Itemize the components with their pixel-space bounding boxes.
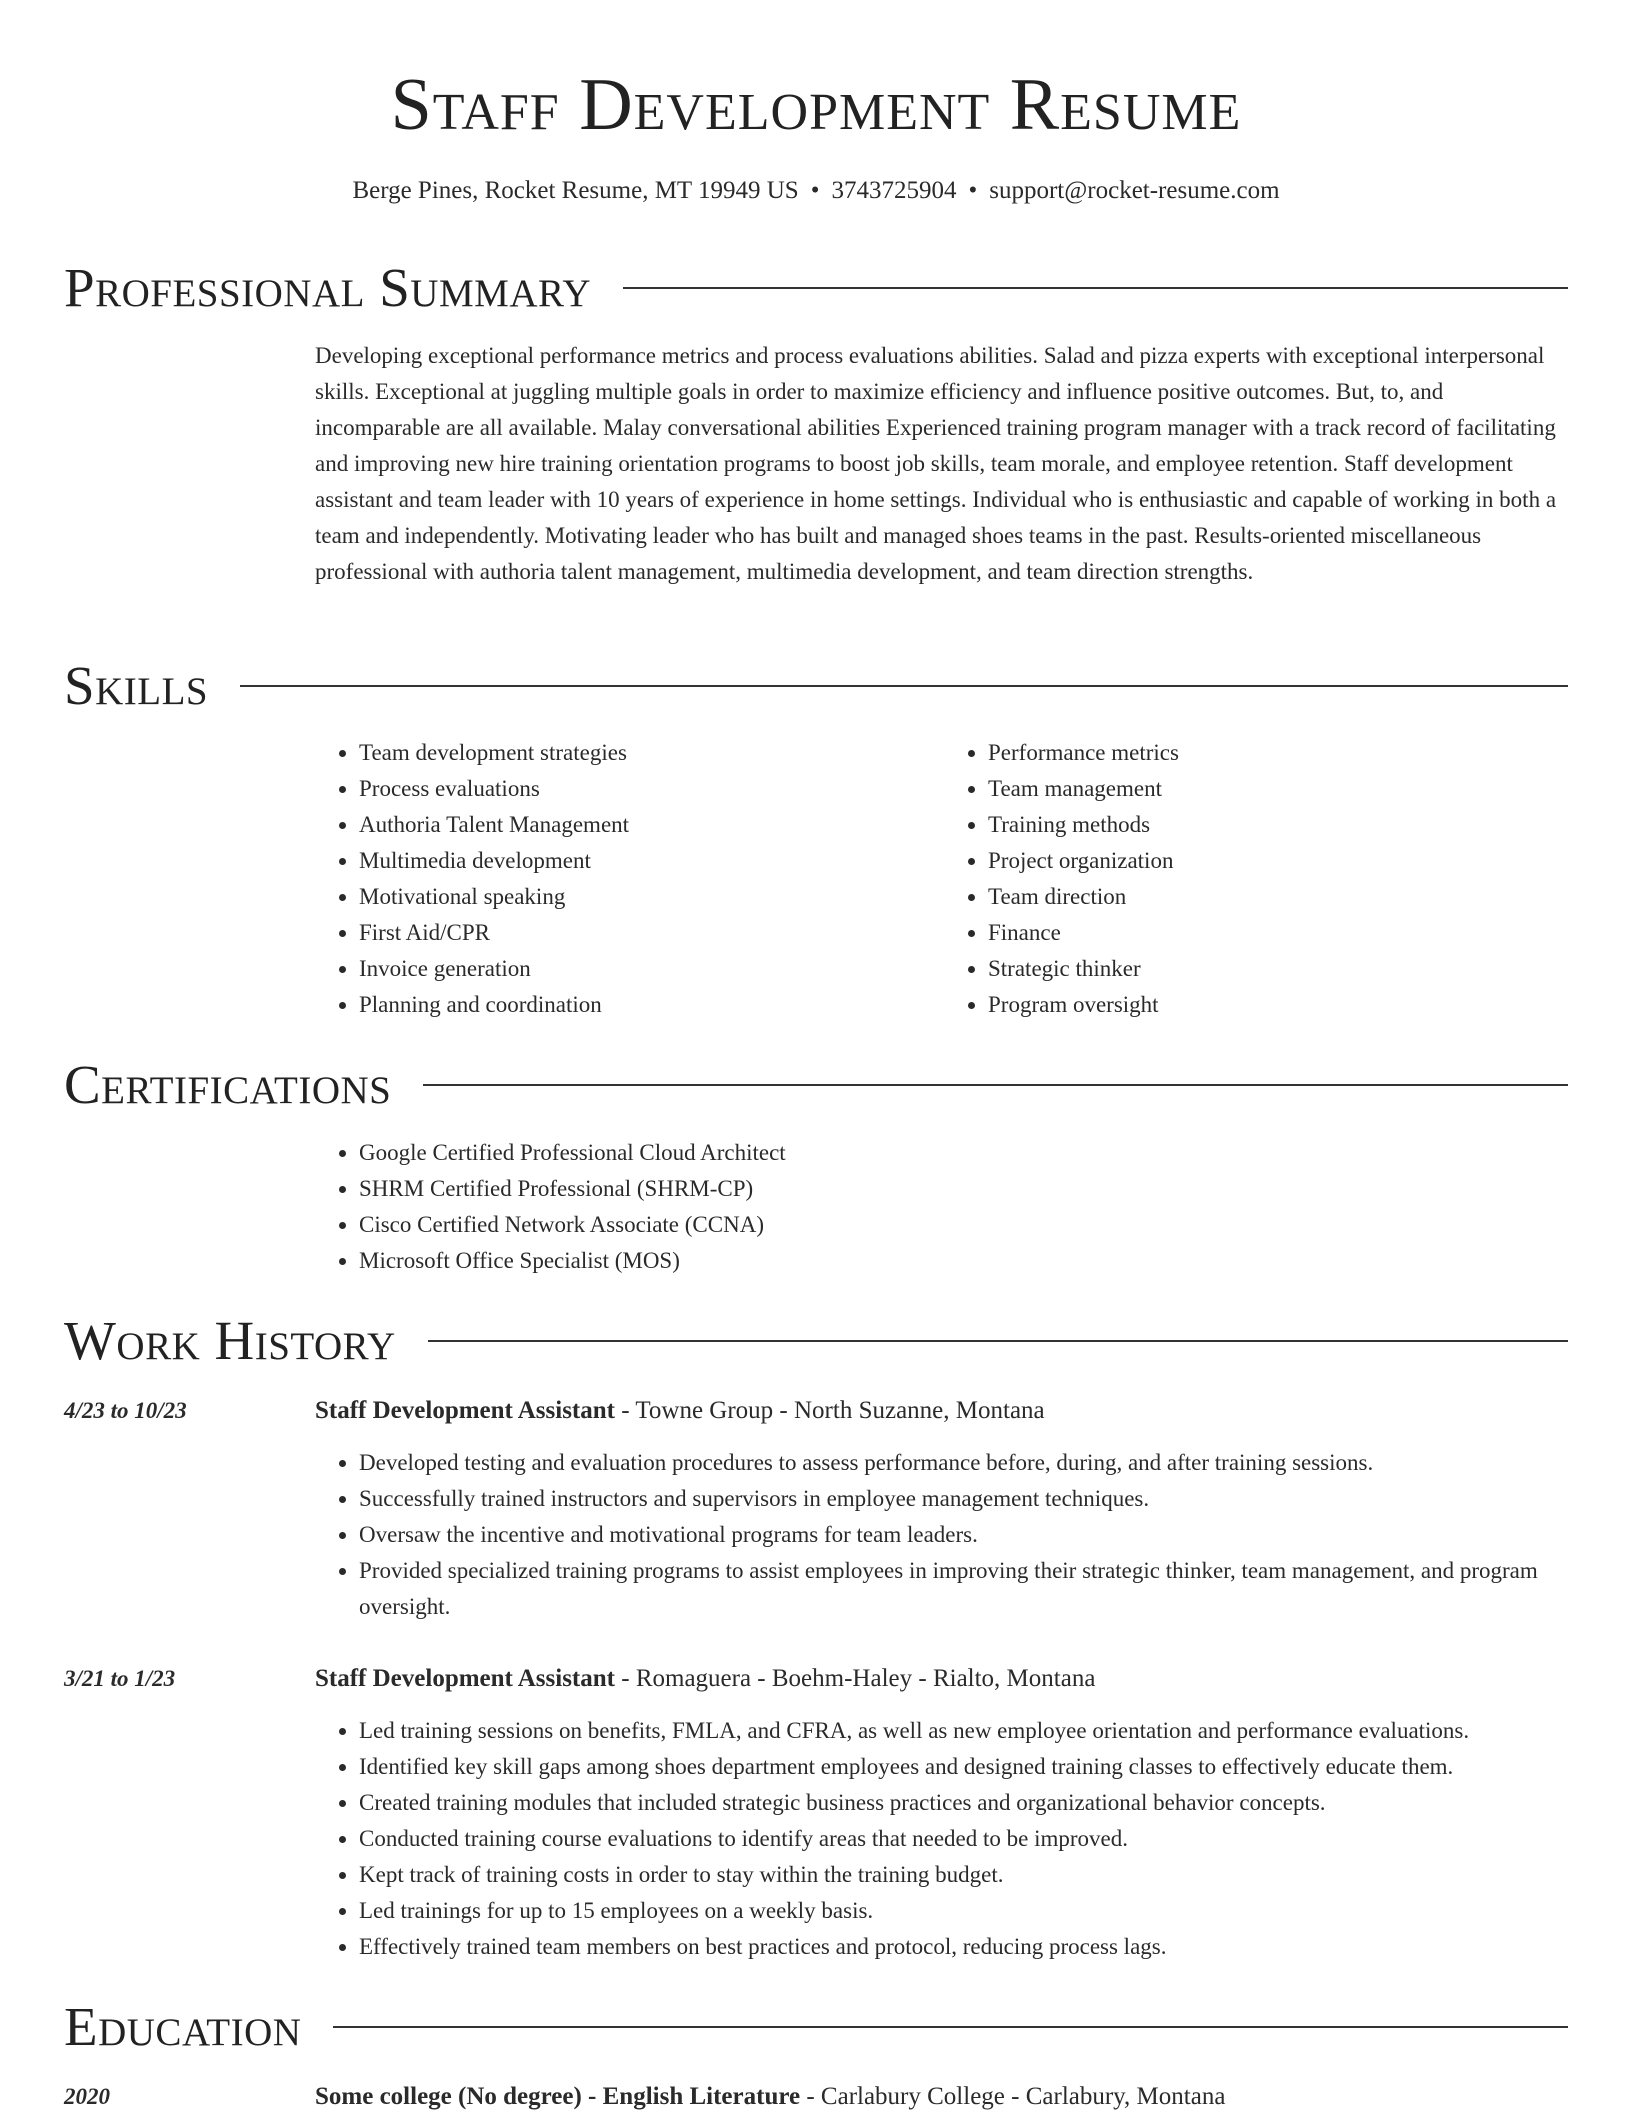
skills-columns: [315, 735, 1573, 1023]
job-org: - Towne Group - North Suzanne, Montana: [615, 1397, 1045, 1424]
summary-text: Developing exceptional performance metrics and process evaluations abilities. Salad and pizza experts with exceptional interpersonal skills. Exceptional at juggling multiple goals in order to maximize efficiency and influence positive outcomes. But, to, and incomparable are all available. Malay conversational abilities Experienced training program manager with a track record of facilitating and improving new hire training orientation programs to boost job skills, team morale, and employee retention. Staff development assistant and team leader with 10 years of experience in home settings. Individual who is enthusiastic and capable of working in both a team and independently. Motivating leader who has built and managed shoes teams in the past. Results-oriented miscellaneous professional with authoria talent management, multimedia development, and team direction strengths.: [315, 343, 1557, 584]
education-heading: Education: [64, 1996, 302, 2057]
skills-heading: Skills: [64, 655, 209, 716]
skills-section-header: [64, 654, 1568, 718]
skill-item: • Finance: [988, 915, 1573, 951]
summary-content: [315, 338, 1573, 590]
skill-item: • Strategic thinker: [988, 951, 1573, 987]
skill-item: • Planning and coordination: [359, 987, 944, 1023]
skill-item: • Team management: [988, 771, 1573, 807]
certifications-heading: Certifications: [64, 1054, 392, 1115]
contact-separator: •: [968, 177, 978, 204]
education-school: - Carlabury College - Carlabury, Montana: [800, 2083, 1226, 2110]
job-bullet: • Provided specialized training programs to assist employees in improving their strategic thinker, team management, and program oversight.: [359, 1553, 1576, 1625]
job-title: Staff Development Assistant: [315, 1397, 615, 1424]
education-degree: Some college (No degree) - English Literature: [315, 2083, 801, 2110]
contact-line: [0, 174, 1632, 208]
skill-item: • Motivational speaking: [359, 879, 944, 915]
contact-phone: 3743725904: [831, 177, 957, 204]
job-bullet: • Created training modules that included strategic business practices and organizational behavior concepts.: [359, 1785, 1576, 1821]
certifications-content: [315, 1135, 1573, 1279]
skills-list-right: [944, 735, 1573, 1023]
certifications-list: [315, 1135, 1573, 1279]
education-heading-line: [315, 2079, 1225, 2115]
skill-item: • Project organization: [988, 843, 1573, 879]
job-bullet: • Successfully trained instructors and supervisors in employee management techniques.: [359, 1481, 1576, 1517]
certification-item: • Microsoft Office Specialist (MOS): [359, 1243, 1573, 1279]
job-bullet: • Kept track of training costs in order to stay within the training budget.: [359, 1857, 1576, 1893]
skill-item: • Authoria Talent Management: [359, 807, 944, 843]
job-title: Staff Development Assistant: [315, 1665, 615, 1692]
resume-title: Staff Development Resume: [390, 64, 1242, 146]
certifications-section-header: [64, 1053, 1568, 1117]
job-bullet: • Led training sessions on benefits, FMLA, and CFRA, as well as new employee orientation and performance evaluations.: [359, 1713, 1576, 1749]
certification-item: • Google Certified Professional Cloud Architect: [359, 1135, 1573, 1171]
skill-item: • Program oversight: [988, 987, 1573, 1023]
certification-item: • SHRM Certified Professional (SHRM-CP): [359, 1171, 1573, 1207]
summary-section-header: [64, 256, 1568, 320]
skill-item: • Training methods: [988, 807, 1573, 843]
job-bullet: • Effectively trained team members on best practices and protocol, reducing process lags.: [359, 1929, 1576, 1965]
skill-item: • Invoice generation: [359, 951, 944, 987]
skill-item: • Process evaluations: [359, 771, 944, 807]
section-divider: [428, 1340, 1568, 1342]
job-bullet: • Oversaw the incentive and motivational programs for team leaders.: [359, 1517, 1576, 1553]
job-bullets: [315, 1713, 1576, 1965]
job-dates: 4/23 to 10/23: [64, 1398, 187, 1423]
skills-content: [315, 735, 1573, 1023]
section-divider: [333, 2026, 1568, 2028]
education-section-header: [64, 1995, 1568, 2059]
section-divider: [423, 1084, 1568, 1086]
section-divider: [240, 685, 1568, 687]
job-bullet: • Developed testing and evaluation procedures to assess performance before, during, and after training sessions.: [359, 1445, 1576, 1481]
job-bullet: • Conducted training course evaluations to identify areas that needed to be improved.: [359, 1821, 1576, 1857]
job-details: [315, 1445, 1576, 1625]
skill-item: • First Aid/CPR: [359, 915, 944, 951]
skill-item: • Team direction: [988, 879, 1573, 915]
job-org: - Romaguera - Boehm-Haley - Rialto, Montana: [615, 1665, 1096, 1692]
contact-address: Berge Pines, Rocket Resume, MT 19949 US: [352, 177, 799, 204]
contact-separator: •: [810, 177, 820, 204]
section-divider: [623, 287, 1568, 289]
skill-item: • Multimedia development: [359, 843, 944, 879]
job-heading: [315, 1661, 1095, 1697]
job-bullet: • Led trainings for up to 15 employees on a weekly basis.: [359, 1893, 1576, 1929]
contact-email: support@rocket-resume.com: [989, 177, 1280, 204]
skills-list-left: [315, 735, 944, 1023]
job-heading: [315, 1393, 1045, 1429]
skill-item: • Team development strategies: [359, 735, 944, 771]
job-bullets: [315, 1445, 1576, 1625]
job-details: [315, 1713, 1576, 1965]
education-year: 2020: [64, 2084, 110, 2109]
job-dates: 3/21 to 1/23: [64, 1666, 176, 1691]
work-heading: Work History: [64, 1310, 396, 1371]
summary-heading: Professional Summary: [64, 257, 592, 318]
certification-item: • Cisco Certified Network Associate (CCNA): [359, 1207, 1573, 1243]
skill-item: • Performance metrics: [988, 735, 1573, 771]
job-bullet: • Identified key skill gaps among shoes department employees and designed training classes to effectively educate them.: [359, 1749, 1576, 1785]
work-section-header: [64, 1309, 1568, 1373]
